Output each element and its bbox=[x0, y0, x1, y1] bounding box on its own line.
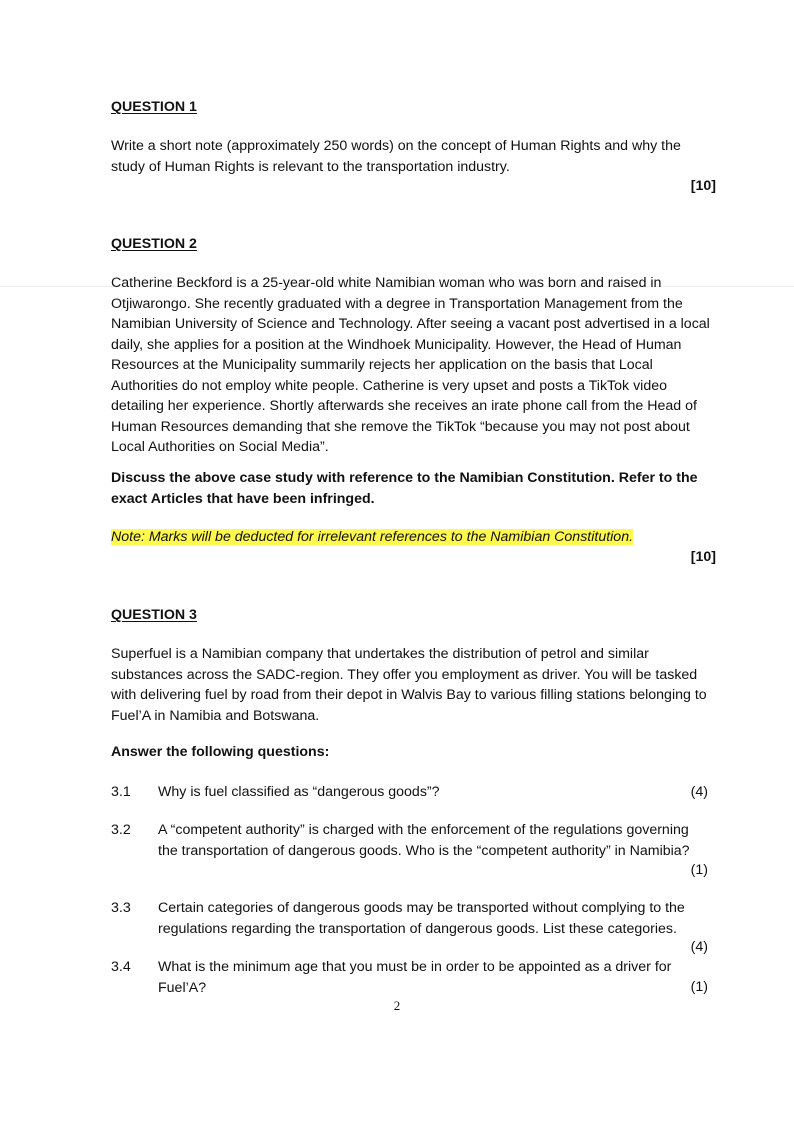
question-3-heading: QUESTION 3 bbox=[111, 607, 197, 623]
item-3-3-number: 3.3 bbox=[111, 900, 131, 916]
item-3-1-text: Why is fuel classified as “dangerous goods”? bbox=[158, 784, 440, 800]
question-2-case-study: Catherine Beckford is a 25-year-old white Namibian woman who was born and raised in Otjiwarongo. She recently graduated with a degree in Transportation Management from the Namibian University of Science and Technology. After seeing a vacant post advertised in a local daily, she applies for a position at the Windhoek Municipality. However, the Head of Human Resources at the Municipality summarily rejects her application on the basis that Local Authorities do not employ white people. Catherine is very upset and posts a TikTok video detailing her experience. Shortly afterwards she receives an irate phone call from the Head of Human Resources demanding that she remove the TikTok “because you may not post about Local Authorities on Social Media”. bbox=[111, 275, 710, 455]
item-3-3-text: Certain categories of dangerous goods may be transported without complying to the regulations regarding the transportation of dangerous goods. List these categories. bbox=[158, 900, 685, 937]
item-3-3-marks: (4) bbox=[690, 939, 708, 955]
question-2-instruction: Discuss the above case study with reference to the Namibian Constitution. Refer to the exact Articles that have been infringed. bbox=[111, 470, 698, 507]
item-3-4-text: What is the minimum age that you must be in order to be appointed as a driver for Fuel’A? bbox=[158, 959, 672, 996]
question-1-marks: [10] bbox=[690, 178, 716, 194]
highlighted-note-text: Note: Marks will be deducted for irrelevant references to the Namibian Constitution. bbox=[111, 529, 634, 545]
question-1-heading: QUESTION 1 bbox=[111, 99, 197, 115]
item-3-1-marks: (4) bbox=[690, 784, 708, 800]
item-3-4-marks: (1) bbox=[690, 979, 708, 995]
question-2-marks: [10] bbox=[690, 549, 716, 565]
item-3-2-number: 3.2 bbox=[111, 822, 131, 838]
item-3-2-text: A “competent authority” is charged with the enforcement of the regulations governing the transportation of dangerous goods. Who is the “competent authority” in Namibia? bbox=[158, 822, 690, 859]
question-1-text: Write a short note (approximately 250 words) on the concept of Human Rights and why the study of Human Rights is relevant to the transportation industry. bbox=[111, 138, 681, 175]
question-3-scenario: Superfuel is a Namibian company that undertakes the distribution of petrol and similar substances across the SADC-region. They offer you employment as driver. You will be tasked with delivering fuel by road from their depot in Walvis Bay to various filling stations belonging to Fuel’A in Namibia and Botswana. bbox=[111, 646, 707, 724]
question-3-instruction: Answer the following questions: bbox=[111, 744, 330, 760]
item-3-2-marks: (1) bbox=[690, 862, 708, 878]
question-2-note bbox=[111, 527, 633, 548]
item-3-1-number: 3.1 bbox=[111, 784, 131, 800]
question-2-heading: QUESTION 2 bbox=[111, 236, 197, 252]
page-number: 2 bbox=[393, 998, 401, 1013]
item-3-4-number: 3.4 bbox=[111, 959, 131, 975]
